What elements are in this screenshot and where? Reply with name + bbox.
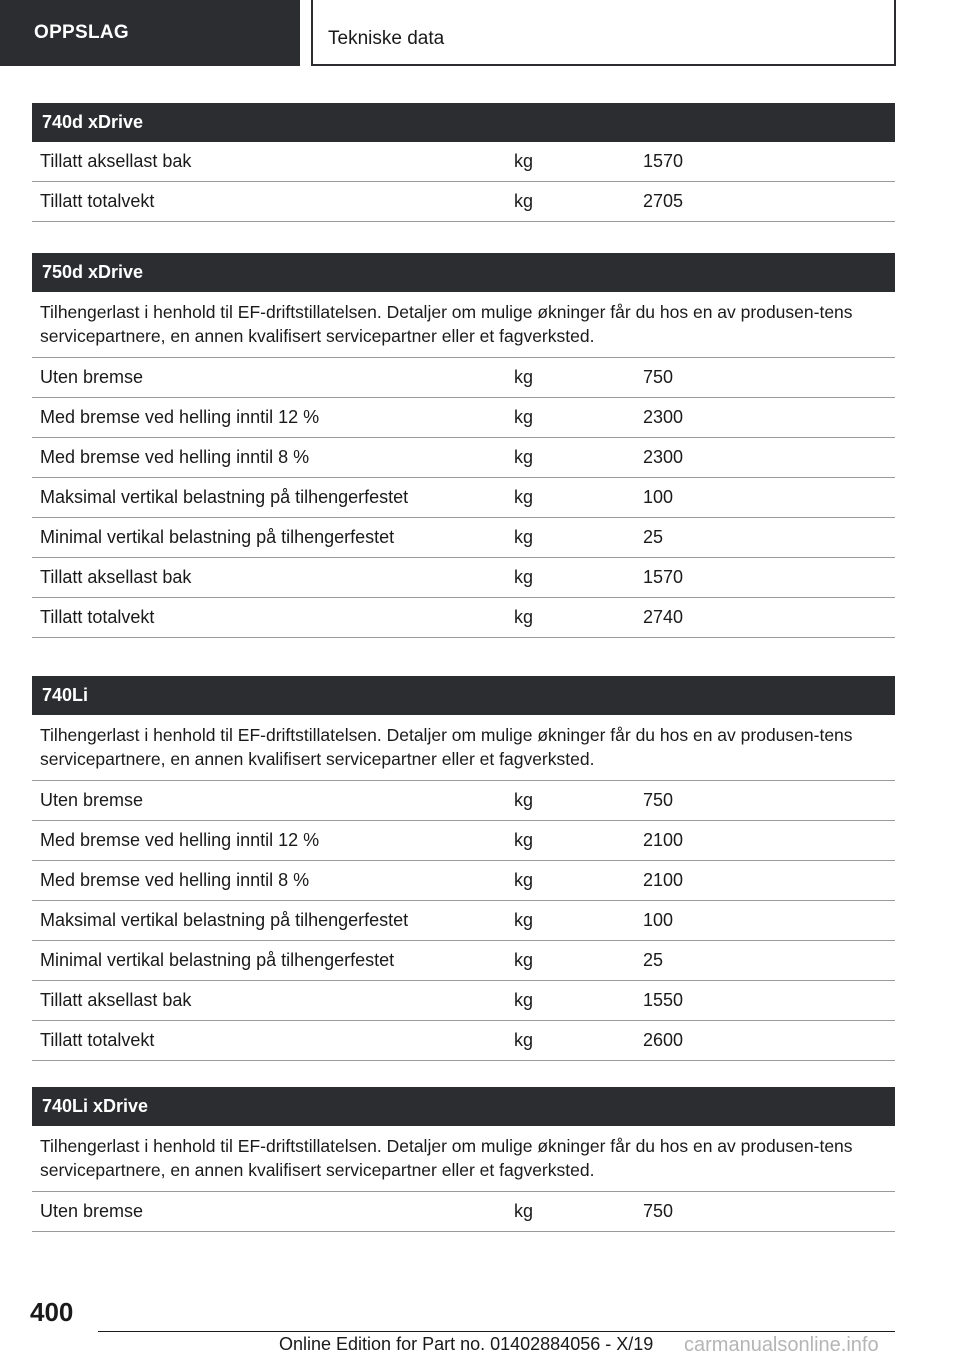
table-title: 740d xDrive bbox=[32, 103, 895, 142]
row-label: Tillatt aksellast bak bbox=[40, 151, 192, 171]
row-value: 2100 bbox=[643, 830, 684, 850]
row-value: 750 bbox=[643, 367, 674, 387]
row-value: 2300 bbox=[643, 407, 684, 427]
table-title: 740Li bbox=[32, 676, 895, 715]
row-label: Uten bremse bbox=[40, 1201, 144, 1221]
row-unit: kg bbox=[514, 191, 534, 211]
row-unit: kg bbox=[514, 990, 534, 1010]
row-label: Med bremse ved helling inntil 12 % bbox=[40, 407, 320, 427]
row-label: Uten bremse bbox=[40, 790, 144, 810]
table-row bbox=[32, 981, 895, 1021]
row-unit: kg bbox=[514, 1201, 534, 1221]
row-unit: kg bbox=[514, 607, 534, 627]
row-label: Maksimal vertikal belastning på tilhengerfestet bbox=[40, 487, 409, 507]
table-row bbox=[32, 438, 895, 478]
row-label: Med bremse ved helling inntil 8 % bbox=[40, 447, 310, 467]
table-row bbox=[32, 518, 895, 558]
row-label: Uten bremse bbox=[40, 367, 144, 387]
row-label: Med bremse ved helling inntil 12 % bbox=[40, 830, 320, 850]
watermark: carmanualsonline.info bbox=[684, 1334, 879, 1356]
table-row bbox=[32, 941, 895, 981]
row-unit: kg bbox=[514, 407, 534, 427]
row-label: Tillatt totalvekt bbox=[40, 191, 155, 211]
row-value: 750 bbox=[643, 1201, 674, 1221]
spec-table-740d-xdrive bbox=[32, 103, 895, 222]
row-unit: kg bbox=[514, 447, 534, 467]
row-label: Tillatt totalvekt bbox=[40, 607, 155, 627]
table-note: Tilhengerlast i henhold til EF-driftstillatelsen. Detaljer om mulige økninger får du hos en av produsen-tens servicepartnere, en annen kvalifisert servicepartner eller et fagverksted. bbox=[32, 1126, 895, 1192]
row-value: 100 bbox=[643, 487, 674, 507]
table-row bbox=[32, 398, 895, 438]
table-row bbox=[32, 821, 895, 861]
table-row bbox=[32, 478, 895, 518]
table-row bbox=[32, 142, 895, 182]
table-row bbox=[32, 182, 895, 222]
row-value: 1570 bbox=[643, 151, 684, 171]
row-value: 1570 bbox=[643, 567, 684, 587]
row-label: Tillatt totalvekt bbox=[40, 1030, 155, 1050]
row-value: 25 bbox=[643, 950, 664, 970]
page-number: 400 bbox=[30, 1297, 74, 1327]
row-value: 25 bbox=[643, 527, 664, 547]
row-label: Maksimal vertikal belastning på tilhengerfestet bbox=[40, 910, 409, 930]
row-label: Tillatt aksellast bak bbox=[40, 990, 192, 1010]
row-unit: kg bbox=[514, 151, 534, 171]
row-unit: kg bbox=[514, 567, 534, 587]
row-unit: kg bbox=[514, 790, 534, 810]
table-note: Tilhengerlast i henhold til EF-driftstillatelsen. Detaljer om mulige økninger får du hos en av produsen-tens servicepartnere, en annen kvalifisert servicepartner eller et fagverksted. bbox=[32, 292, 895, 358]
section-label: OPPSLAG bbox=[0, 0, 300, 66]
row-unit: kg bbox=[514, 527, 534, 547]
row-unit: kg bbox=[514, 870, 534, 890]
row-value: 750 bbox=[643, 790, 674, 810]
row-unit: kg bbox=[514, 1030, 534, 1050]
table-row bbox=[32, 1021, 895, 1061]
table-title: 740Li xDrive bbox=[32, 1087, 895, 1126]
row-label: Tillatt aksellast bak bbox=[40, 567, 192, 587]
table-note: Tilhengerlast i henhold til EF-driftstillatelsen. Detaljer om mulige økninger får du hos en av produsen-tens servicepartnere, en annen kvalifisert servicepartner eller et fagverksted. bbox=[32, 715, 895, 781]
row-label: Med bremse ved helling inntil 8 % bbox=[40, 870, 310, 890]
row-unit: kg bbox=[514, 487, 534, 507]
row-value: 2600 bbox=[643, 1030, 684, 1050]
table-row bbox=[32, 861, 895, 901]
chapter-title: Tekniske data bbox=[311, 0, 896, 66]
edition-text: Online Edition for Part no. 01402884056 - X/19 bbox=[279, 1334, 654, 1354]
table-title: 750d xDrive bbox=[32, 253, 895, 292]
row-unit: kg bbox=[514, 950, 534, 970]
row-value: 2705 bbox=[643, 191, 684, 211]
row-unit: kg bbox=[514, 367, 534, 387]
row-value: 2740 bbox=[643, 607, 684, 627]
row-value: 100 bbox=[643, 910, 674, 930]
table-row bbox=[32, 901, 895, 941]
table-row bbox=[32, 598, 895, 638]
table-row bbox=[32, 781, 895, 821]
row-label: Minimal vertikal belastning på tilhengerfestet bbox=[40, 527, 395, 547]
row-value: 1550 bbox=[643, 990, 684, 1010]
table-row bbox=[32, 1192, 895, 1232]
row-unit: kg bbox=[514, 830, 534, 850]
table-row bbox=[32, 358, 895, 398]
spec-table-740li-xdrive bbox=[32, 1087, 895, 1232]
row-value: 2100 bbox=[643, 870, 684, 890]
footer-divider bbox=[98, 1331, 895, 1332]
spec-table-750d-xdrive bbox=[32, 253, 895, 638]
spec-table-740li bbox=[32, 676, 895, 1061]
row-value: 2300 bbox=[643, 447, 684, 467]
row-unit: kg bbox=[514, 910, 534, 930]
page-header bbox=[0, 0, 960, 66]
row-label: Minimal vertikal belastning på tilhengerfestet bbox=[40, 950, 395, 970]
table-row bbox=[32, 558, 895, 598]
